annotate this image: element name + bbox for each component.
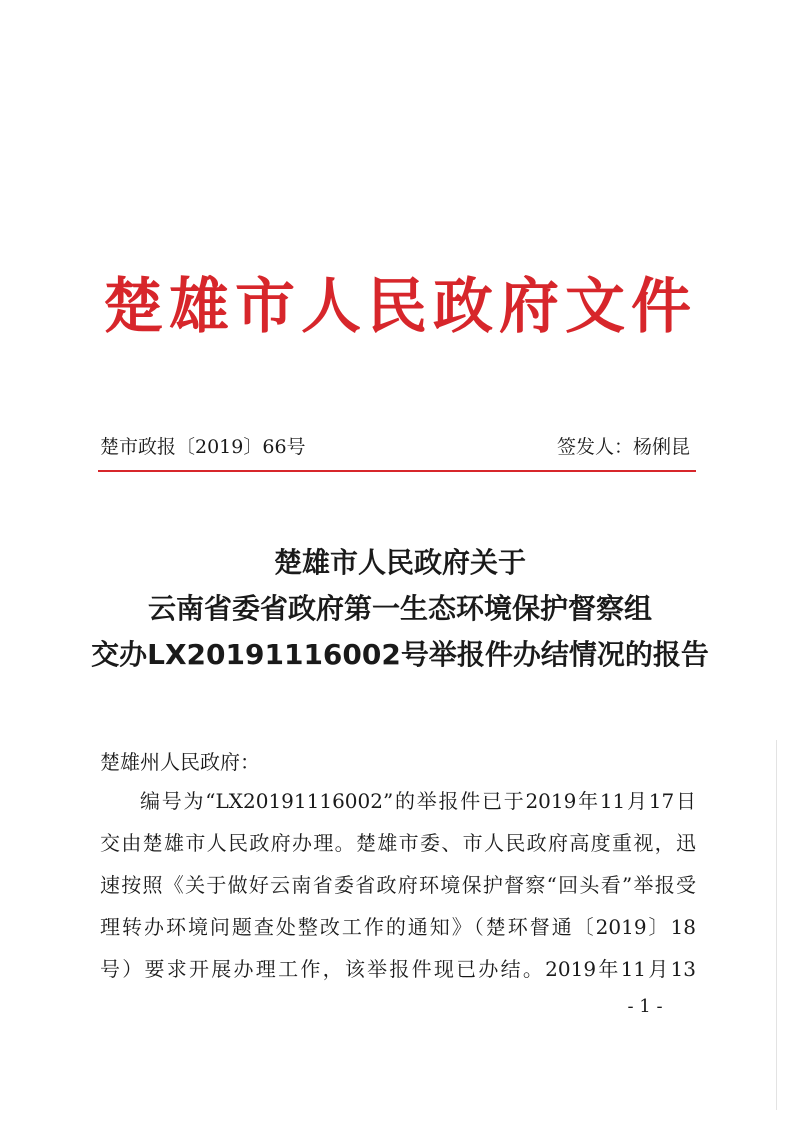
- body-line: 号）要求开展办理工作，该举报件现已办结。2019年11月13: [100, 957, 696, 981]
- red-divider: [98, 470, 696, 472]
- title-line-2: 云南省委省政府第一生态环境保护督察组: [147, 592, 652, 625]
- body-line: 理转办环境问题查处整改工作的通知》（楚环督通〔2019〕18: [100, 915, 696, 939]
- document-title: [90, 540, 710, 678]
- document-number: 楚市政报〔2019〕66号: [100, 436, 306, 458]
- body-text: [100, 780, 696, 990]
- scan-edge-line: [776, 740, 777, 1110]
- body-line: 速按照《关于做好云南省委省政府环境保护督察“回头看”举报受: [100, 873, 696, 897]
- signer: 签发人：杨俐昆: [556, 436, 690, 458]
- title-line-1: 楚雄市人民政府关于: [273, 546, 526, 579]
- document-meta-row: [100, 432, 690, 462]
- body-line: 编号为“LX20191116002”的举报件已于2019年11月17日: [140, 789, 696, 813]
- issuer-header: 楚雄市人民政府文件: [103, 272, 697, 342]
- body-line: 交由楚雄市人民政府办理。楚雄市委、市人民政府高度重视，迅: [100, 831, 696, 855]
- title-line-3: 交办LX20191116002号举报件办结情况的报告: [91, 638, 709, 671]
- addressee: 楚雄州人民政府：: [100, 750, 260, 774]
- page-number: - 1 -: [627, 996, 663, 1017]
